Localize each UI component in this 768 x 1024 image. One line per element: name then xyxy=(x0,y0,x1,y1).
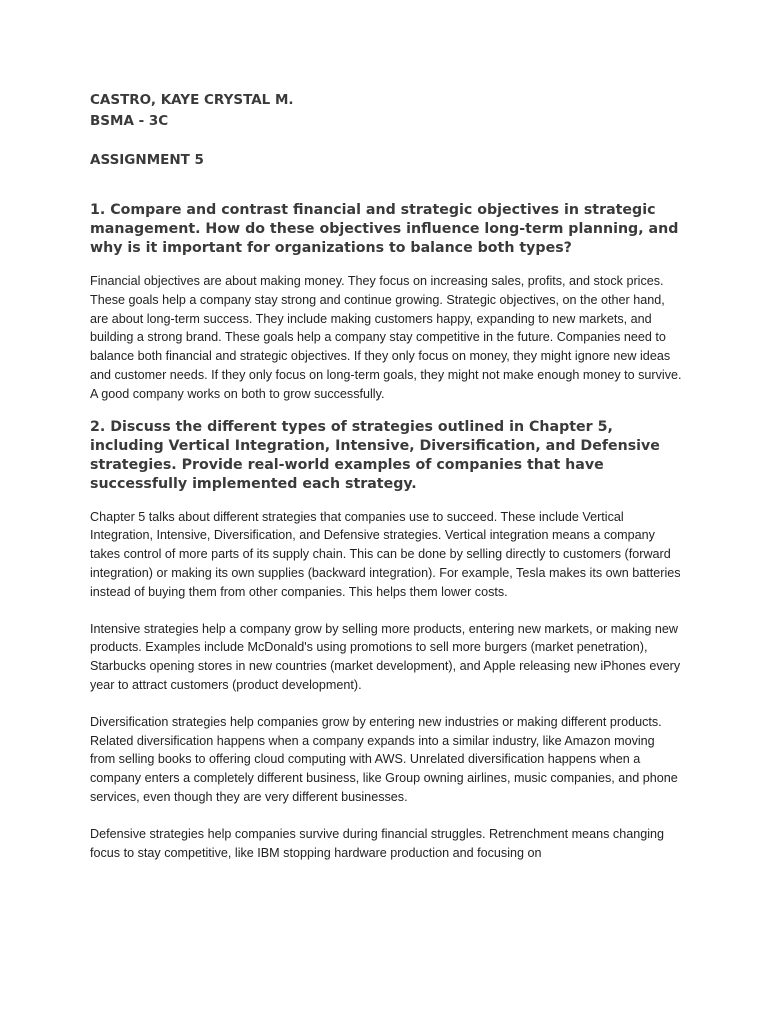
question-1: 1. Compare and contrast financial and strategic objectives in strategic management. How do these objectives influence long-term planning, and why is it important for organizations to balance both types? xyxy=(90,202,679,256)
student-section: BSMA - 3C xyxy=(90,113,169,129)
document-body xyxy=(90,90,682,880)
answer-1-paragraph: Financial objectives are about making money. They focus on increasing sales, profits, and stock prices. These goals help a company stay strong and continue growing. Strategic objectives, on the other hand, are about long-term success. They include making customers happy, expanding to new markets, and building a strong brand. These goals help a company stay competitive in the future. Companies need to balance both financial and strategic objectives. If they only focus on money, they might ignore new ideas and customer needs. If they only focus on long-term goals, they might not make enough money to survive. A good company works on both to grow successfully. xyxy=(90,274,682,401)
answer-2-paragraph-vertical: Chapter 5 talks about different strategies that companies use to succeed. These include Vertical Integration, Intensive, Diversification, and Defensive strategies. Vertical integration means a company takes control of more parts of its supply chain. This can be done by selling directly to customers (forward integration) or making its own supplies (backward integration). For example, Tesla makes its own batteries instead of buying them from other companies. This helps them lower costs. xyxy=(90,509,681,599)
question-2: 2. Discuss the different types of strategies outlined in Chapter 5, including Vertical Integration, Intensive, Diversification, and Defensive strategies. Provide real-world examples of companies that have successfully implemented each strategy. xyxy=(90,418,660,492)
assignment-title: ASSIGNMENT 5 xyxy=(90,152,204,168)
answer-2-paragraph-defensive: Defensive strategies help companies survive during financial struggles. Retrenchment means changing focus to stay competitive, like IBM stopping hardware production and focusing on xyxy=(90,826,665,860)
answer-2-paragraph-diversification: Diversification strategies help companies grow by entering new industries or making different products. Related diversification happens when a company expands into a similar industry, like Amazon moving from selling books to offering cloud computing with AWS. Unrelated diversification happens when a company enters a completely different business, like Group owning airlines, music companies, and phone services, even though they are very different businesses. xyxy=(90,714,678,804)
answer-2-paragraph-intensive: Intensive strategies help a company grow by selling more products, entering new markets, or making new products. Examples include McDonald's using promotions to sell more burgers (market penetration), Starbucks opening stores in new countries (market development), and Apple releasing new iPhones every year to attract customers (product development). xyxy=(90,621,681,692)
student-name: CASTRO, KAYE CRYSTAL M. xyxy=(90,92,294,108)
